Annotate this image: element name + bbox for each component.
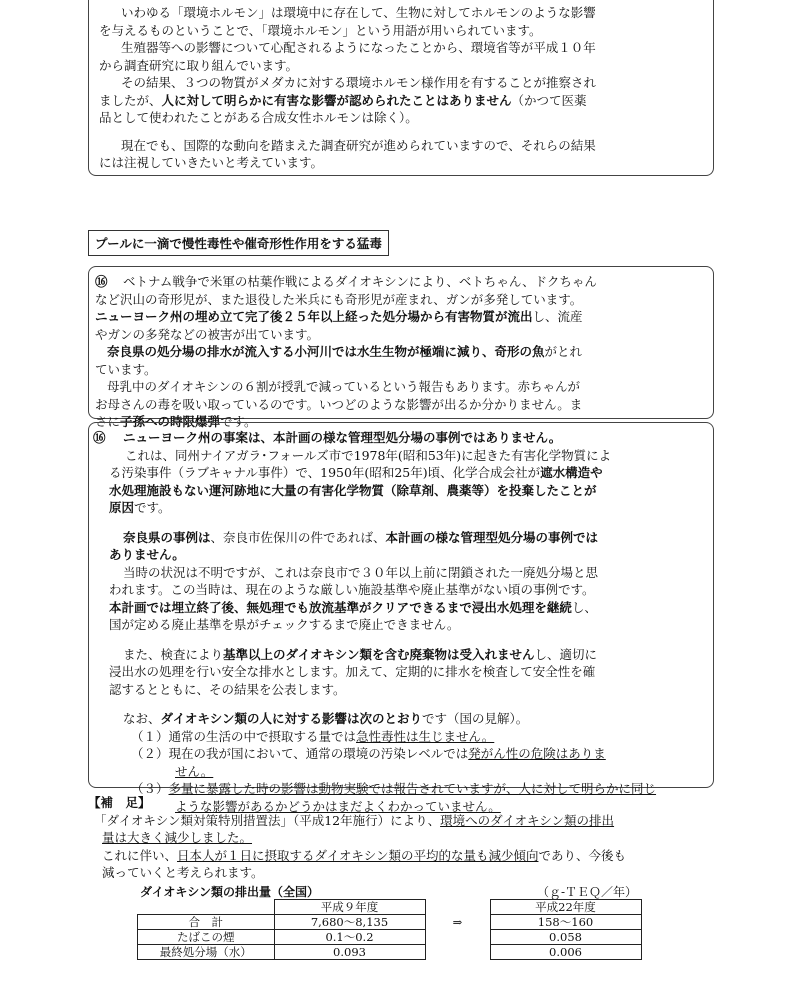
section-title: プールに一滴で慢性毒性や催奇形性作用をする猛毒 [88,230,389,256]
table-caption: ダイオキシン類の排出量（全国） [140,885,319,899]
table-row: たばこの煙 0.1～0.2 0.058 [138,930,642,945]
response-text: ⑯ ニューヨーク州の事案は、本計画の様な管理型処分場の事例ではありません。 これは、同州ナイアガラ･フォールズ市で1978年(昭和53年)に起きた有害化学物質によ る汚染事件（ラブキャナル事件）で、1950年(昭和25年)頃、化学合成会社が遮水構造や 水処理施設もない運河跡地に大量の有害化学物質（除草剤、農薬等）を投棄したことが 原因です。 奈良県の事例は、奈良市佐保川の件であれば、本計画の様な管理型処分場の事例では ありません。 当時の状況は不明ですが、これは奈良市で３０年以上前に閉鎖された一廃処分場と思 われます。この当時は、現在のような厳しい施設基準や廃止基準がない頃の事例です。 本計画では埋立終了後、無処理でも放流基準がクリアできるまで浸出水処理を継続し、 国が定める廃止基準を県がチェックするまで廃止できません。 また、検査により基準以上のダイオキシン類を含む廃棄物は受入れませんし、適切に 浸出水の処理を行い安全な排水とします。加えて、定期的に排水を検査して安全性を確 認するとともに、その結果を公表します。 なお、ダイオキシン類の人に対する影響は次のとおりです（国の見解）。 （１）通常の生活の中で摂取する量では急性毒性は生じません。 （２）現在の我が国において、通常の環境の汚染レベルでは発がん性の危険はありま せん。 （３）多量に暴露した時の影響は動物実験では報告されていますが、人に対して明らかに同じ ような影響があるかどうかはまだよくわかっていません。 [93,430,657,814]
table-row: 合 計 7,680～8,135 ⇒ 158～160 [138,915,642,930]
table-header-row [138,900,642,915]
opinion-box [88,266,714,429]
supplement-heading: 【補 足】 [88,795,151,810]
env-hormone-para-1: いわゆる「環境ホルモン」は環境中に存在して、生物に対してホルモンのような影響 を与えるものということで、「環境ホルモン」という用語が用いられています。 生殖器等への影響について心配されるようになったことから、環境省等が平成１０年 から調査研究に取り組んでいます。 その結果、３つの物質がメダカに対する環境ホルモン様作用を有することが推察され ましたが、人に対して明らかに有害な影響が認められたことはありません（かつて医薬 品として使われたことがある合成女性ホルモンは除く）。 現在でも、国際的な動向を踏まえた調査研究が進められていますので、それらの結果 には注視していきたいと考えています。 [99,5,597,170]
response-number: ⑯ [93,430,106,445]
col-h9: 平成９年度 [274,900,425,915]
dioxin-table [137,899,642,960]
table-row: 最終処分場（水） 0.093 0.006 [138,945,642,960]
table-unit: （ｇ-ＴＥＱ／年） [537,885,638,899]
col-h22: 平成22年度 [490,900,641,915]
opinion-number: ⑯ [95,274,108,289]
arrow: ⇒ [425,915,490,930]
env-hormone-box [88,0,714,176]
supplement: 【補 足】 「ダイオキシン類対策特別措置法」（平成12年施行）により、環境へのダイオキシン類の排出 量は大きく減少しました。 これに伴い、日本人が１日に摂取するダイオキシン類の平均的な量も減少傾向であり、今後も 減っていくと考えられます。 [88,794,728,882]
opinion-text: ⑯ ベトナム戦争で米軍の枯葉作戦によるダイオキシンにより、ベトちゃん、ドクちゃん など沢山の奇形児が、また退役した米兵にも奇形児が産まれ、ガンが多発しています。 ニューヨーク州の埋め立て完了後２５年以上経った処分場から有害物質が流出し、流産 やガンの多発などの被害が出ています。 奈良県の処分場の排水が流入する小河川では水生生物が極端に減り、奇形の魚がとれ ています。 母乳中のダイオキシンの６割が授乳で減っているという報告もあります。赤ちゃんが お母さんの毒を吸い取っているのです。いつどのような影響が出るか分かりません。ま さに子孫への時限爆弾です。 [95,274,597,429]
